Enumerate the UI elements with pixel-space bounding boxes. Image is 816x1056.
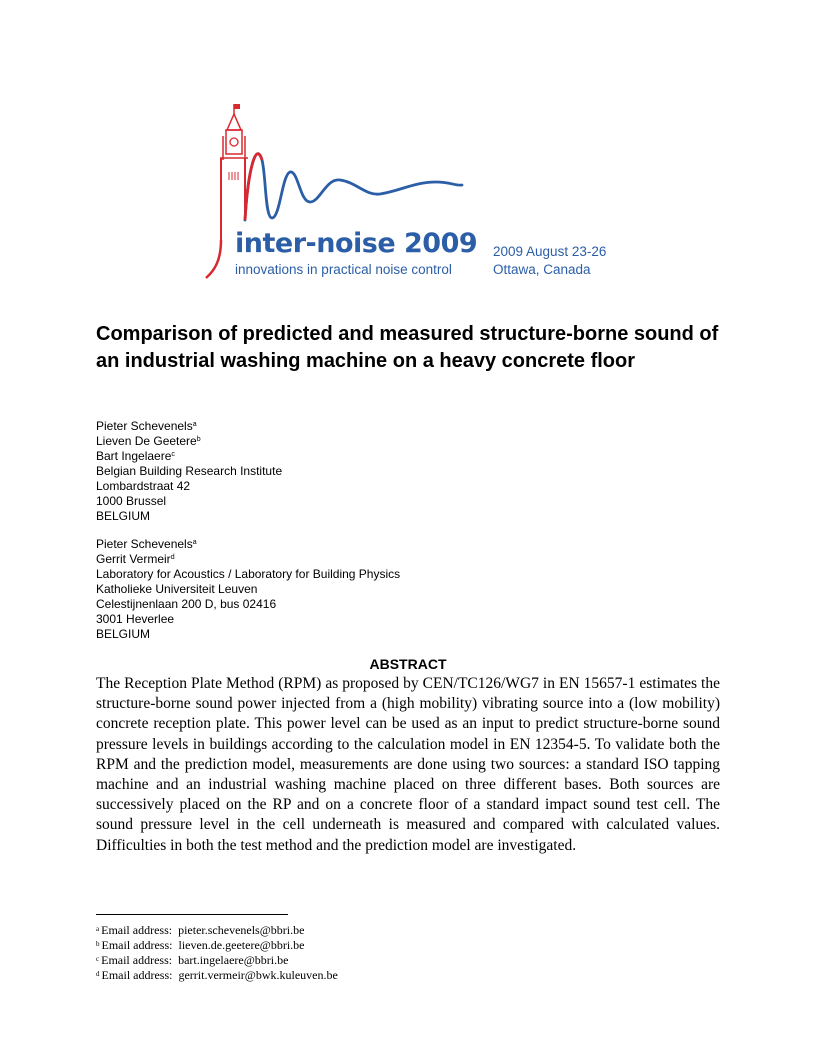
- conference-name: inter-noise 2009: [235, 228, 478, 259]
- address-line: Celestijnenlaan 200 D, bus 02416: [96, 597, 277, 611]
- conference-date: 2009 August 23-26: [493, 244, 607, 259]
- address-line: BELGIUM: [96, 627, 151, 641]
- footnote-mark: b: [96, 940, 100, 948]
- footnote-item: [96, 968, 338, 983]
- address-line: BELGIUM: [96, 509, 151, 523]
- footnote-item: [96, 923, 338, 938]
- footnote-mark: a: [96, 925, 100, 933]
- address-line: Laboratory for Acoustics / Laboratory for Building Physics: [96, 567, 401, 581]
- affiliation-block-1: [96, 419, 282, 524]
- footnote-mark: d: [96, 970, 100, 978]
- footnote-label: Email address:: [101, 923, 173, 937]
- conference-tagline: innovations in practical noise control: [235, 262, 452, 277]
- author-line: [96, 449, 282, 464]
- footnote-email: pieter.schevenels@bbri.be: [178, 923, 305, 937]
- paper-title: Comparison of predicted and measured structure-borne sound of an industrial washing machine on a heavy concrete floor: [96, 323, 719, 372]
- address-line: Lombardstraat 42: [96, 479, 191, 493]
- author-line: [96, 419, 282, 434]
- address-line: 1000 Brussel: [96, 494, 167, 508]
- conference-logo: [200, 100, 630, 285]
- footnote-email: gerrit.vermeir@bwk.kuleuven.be: [178, 968, 338, 982]
- author-name: Pieter Schevenels: [96, 419, 193, 433]
- author-mark: a: [192, 421, 197, 428]
- address-line: Belgian Building Research Institute: [96, 464, 283, 478]
- abstract-heading: ABSTRACT: [369, 656, 447, 672]
- footnote-mark: c: [96, 955, 100, 963]
- footnote-item: [96, 938, 338, 953]
- author-mark: d: [170, 554, 175, 561]
- author-line: [96, 537, 400, 552]
- footnote-label: Email address:: [101, 968, 173, 982]
- address-line: 3001 Heverlee: [96, 612, 175, 626]
- footnotes: [96, 923, 338, 983]
- footnote-email: lieven.de.geetere@bbri.be: [178, 938, 305, 952]
- address-line: Katholieke Universiteit Leuven: [96, 582, 258, 596]
- author-mark: b: [196, 436, 201, 443]
- affiliation-block-2: [96, 537, 400, 642]
- abstract-text: The Reception Plate Method (RPM) as proposed by CEN/TC126/WG7 in EN 15657-1 estimates the structure-borne sound power injected from a (high mobility) vibrating source into a (low mobility) concrete reception plate. This power level can be used as an input to predict structure-borne sound pressure levels in buildings according to the calculation model in EN 12354-5. To validate both the RPM and the prediction model, measurements are done using two sources: a standard ISO tapping machine and an industrial washing machine placed on three different bases. Both sources are successively placed on the RP and on a concrete floor of a standard impact sound test cell. The sound pressure level in the cell underneath is measured and compared with calculated values. Difficulties in both the test method and the prediction model are investigated.: [96, 675, 720, 854]
- author-mark: c: [171, 451, 175, 458]
- footnote-divider: [96, 914, 288, 915]
- footnote-label: Email address:: [101, 953, 173, 967]
- author-line: [96, 552, 400, 567]
- author-name: Lieven De Geetere: [96, 434, 197, 448]
- footnote-label: Email address:: [101, 938, 173, 952]
- footnote-email: bart.ingelaere@bbri.be: [178, 953, 289, 967]
- author-name: Pieter Schevenels: [96, 537, 193, 551]
- author-mark: a: [192, 539, 197, 546]
- author-line: [96, 434, 282, 449]
- author-name: Gerrit Vermeir: [96, 552, 171, 566]
- author-name: Bart Ingelaere: [96, 449, 172, 463]
- footnote-item: [96, 953, 338, 968]
- conference-location: Ottawa, Canada: [493, 262, 591, 277]
